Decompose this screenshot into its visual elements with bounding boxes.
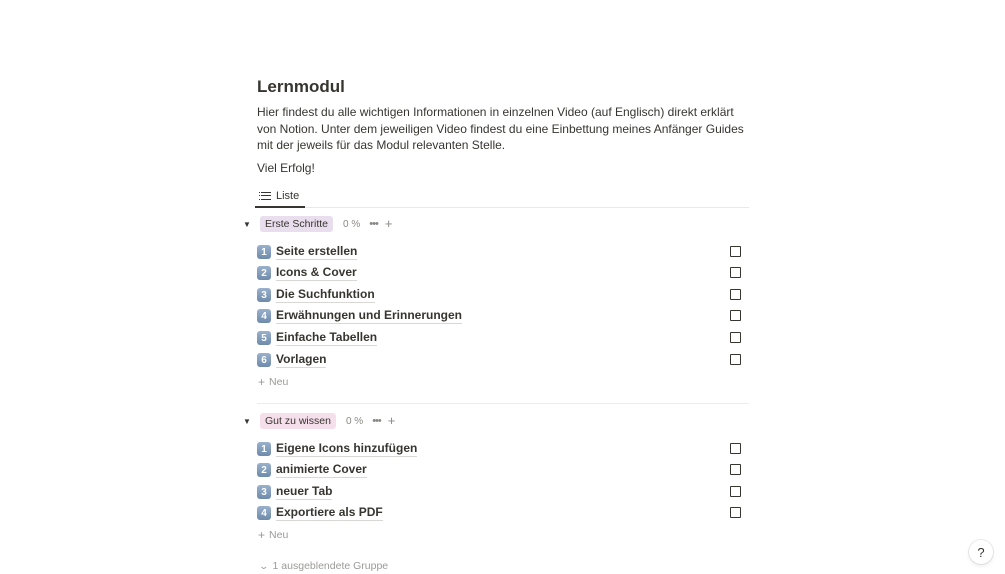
group-toggle-icon[interactable]: ▼	[243, 416, 251, 426]
number-icon: 4	[257, 309, 271, 323]
list-item-label[interactable]: Einfache Tabellen	[276, 330, 378, 344]
chevron-down-icon: ⌄	[258, 560, 270, 571]
page-greeting: Viel Erfolg!	[257, 161, 315, 175]
group-header-gut-zu-wissen	[241, 412, 395, 430]
list-item[interactable]	[257, 242, 749, 262]
plus-icon: +	[258, 375, 266, 389]
group-toggle-icon[interactable]: ▼	[243, 219, 251, 229]
list-item-label[interactable]: Vorlagen	[276, 352, 327, 366]
number-icon: 1	[257, 442, 271, 456]
hidden-groups-label: 1 ausgeblendete Gruppe	[272, 560, 389, 572]
page-description: Hier findest du alle wichtigen Informationen in einzelnen Video (auf Englisch) direkt erklärt von Notion. Unter dem jeweiligen Video findest du eine Einbettung meines Anfänger Guides mit der jeweils für das Modul relevanten Stelle.	[257, 105, 744, 152]
list-item-label[interactable]: Icons & Cover	[276, 265, 357, 279]
list-item-label[interactable]: animierte Cover	[276, 462, 367, 476]
number-icon: 4	[257, 506, 271, 520]
list-item-label[interactable]: Erwähnungen und Erinnerungen	[276, 308, 462, 322]
list-item[interactable]	[257, 263, 749, 283]
add-icon[interactable]: +	[387, 413, 396, 428]
group-divider	[257, 403, 749, 404]
more-icon[interactable]: •••	[369, 218, 378, 230]
group-tag[interactable]: Erste Schritte	[260, 216, 333, 232]
list-item[interactable]	[257, 350, 749, 370]
new-item-label: Neu	[269, 376, 289, 388]
number-icon: 3	[257, 485, 271, 499]
checkbox[interactable]	[730, 267, 741, 278]
checkbox[interactable]	[730, 289, 741, 300]
group-tag[interactable]: Gut zu wissen	[260, 413, 336, 429]
number-icon: 1	[257, 245, 271, 259]
checkbox[interactable]	[730, 354, 741, 365]
list-item[interactable]	[257, 439, 749, 459]
list-item[interactable]	[257, 328, 749, 348]
checkbox[interactable]	[730, 246, 741, 257]
list-item-label[interactable]: Eigene Icons hinzufügen	[276, 441, 418, 455]
group-percent: 0 %	[345, 415, 364, 427]
list-item[interactable]	[257, 460, 749, 480]
checkbox[interactable]	[730, 507, 741, 518]
group-header-erste-schritte	[241, 215, 392, 233]
list-item-label[interactable]: neuer Tab	[276, 484, 333, 498]
checkbox[interactable]	[730, 486, 741, 497]
tab-liste-label: Liste	[276, 189, 300, 202]
list-item-label[interactable]: Exportiere als PDF	[276, 505, 383, 519]
group-percent: 0 %	[343, 218, 361, 230]
tab-liste[interactable]	[255, 185, 305, 208]
number-icon: 3	[257, 288, 271, 302]
list-icon	[261, 192, 271, 200]
number-icon: 5	[257, 331, 271, 345]
list-item[interactable]	[257, 503, 749, 523]
new-item-button[interactable]	[258, 527, 288, 543]
checkbox[interactable]	[730, 310, 741, 321]
list-item[interactable]	[257, 306, 749, 326]
add-icon[interactable]: +	[384, 216, 393, 231]
new-item-label: Neu	[269, 529, 289, 541]
help-button[interactable]: ?	[969, 540, 993, 564]
hidden-groups-toggle[interactable]	[260, 560, 388, 572]
page-title: Lernmodul	[257, 77, 345, 96]
more-icon[interactable]: •••	[372, 415, 381, 427]
list-item-label[interactable]: Die Suchfunktion	[276, 287, 375, 301]
new-item-button[interactable]	[258, 374, 288, 390]
list-item-label[interactable]: Seite erstellen	[276, 244, 358, 258]
checkbox[interactable]	[730, 332, 741, 343]
number-icon: 2	[257, 266, 271, 280]
plus-icon: +	[258, 528, 266, 542]
list-item[interactable]	[257, 482, 749, 502]
number-icon: 6	[257, 353, 271, 367]
checkbox[interactable]	[730, 464, 741, 475]
number-icon: 2	[257, 463, 271, 477]
view-tabs	[255, 185, 749, 208]
checkbox[interactable]	[730, 443, 741, 454]
list-item[interactable]	[257, 285, 749, 305]
